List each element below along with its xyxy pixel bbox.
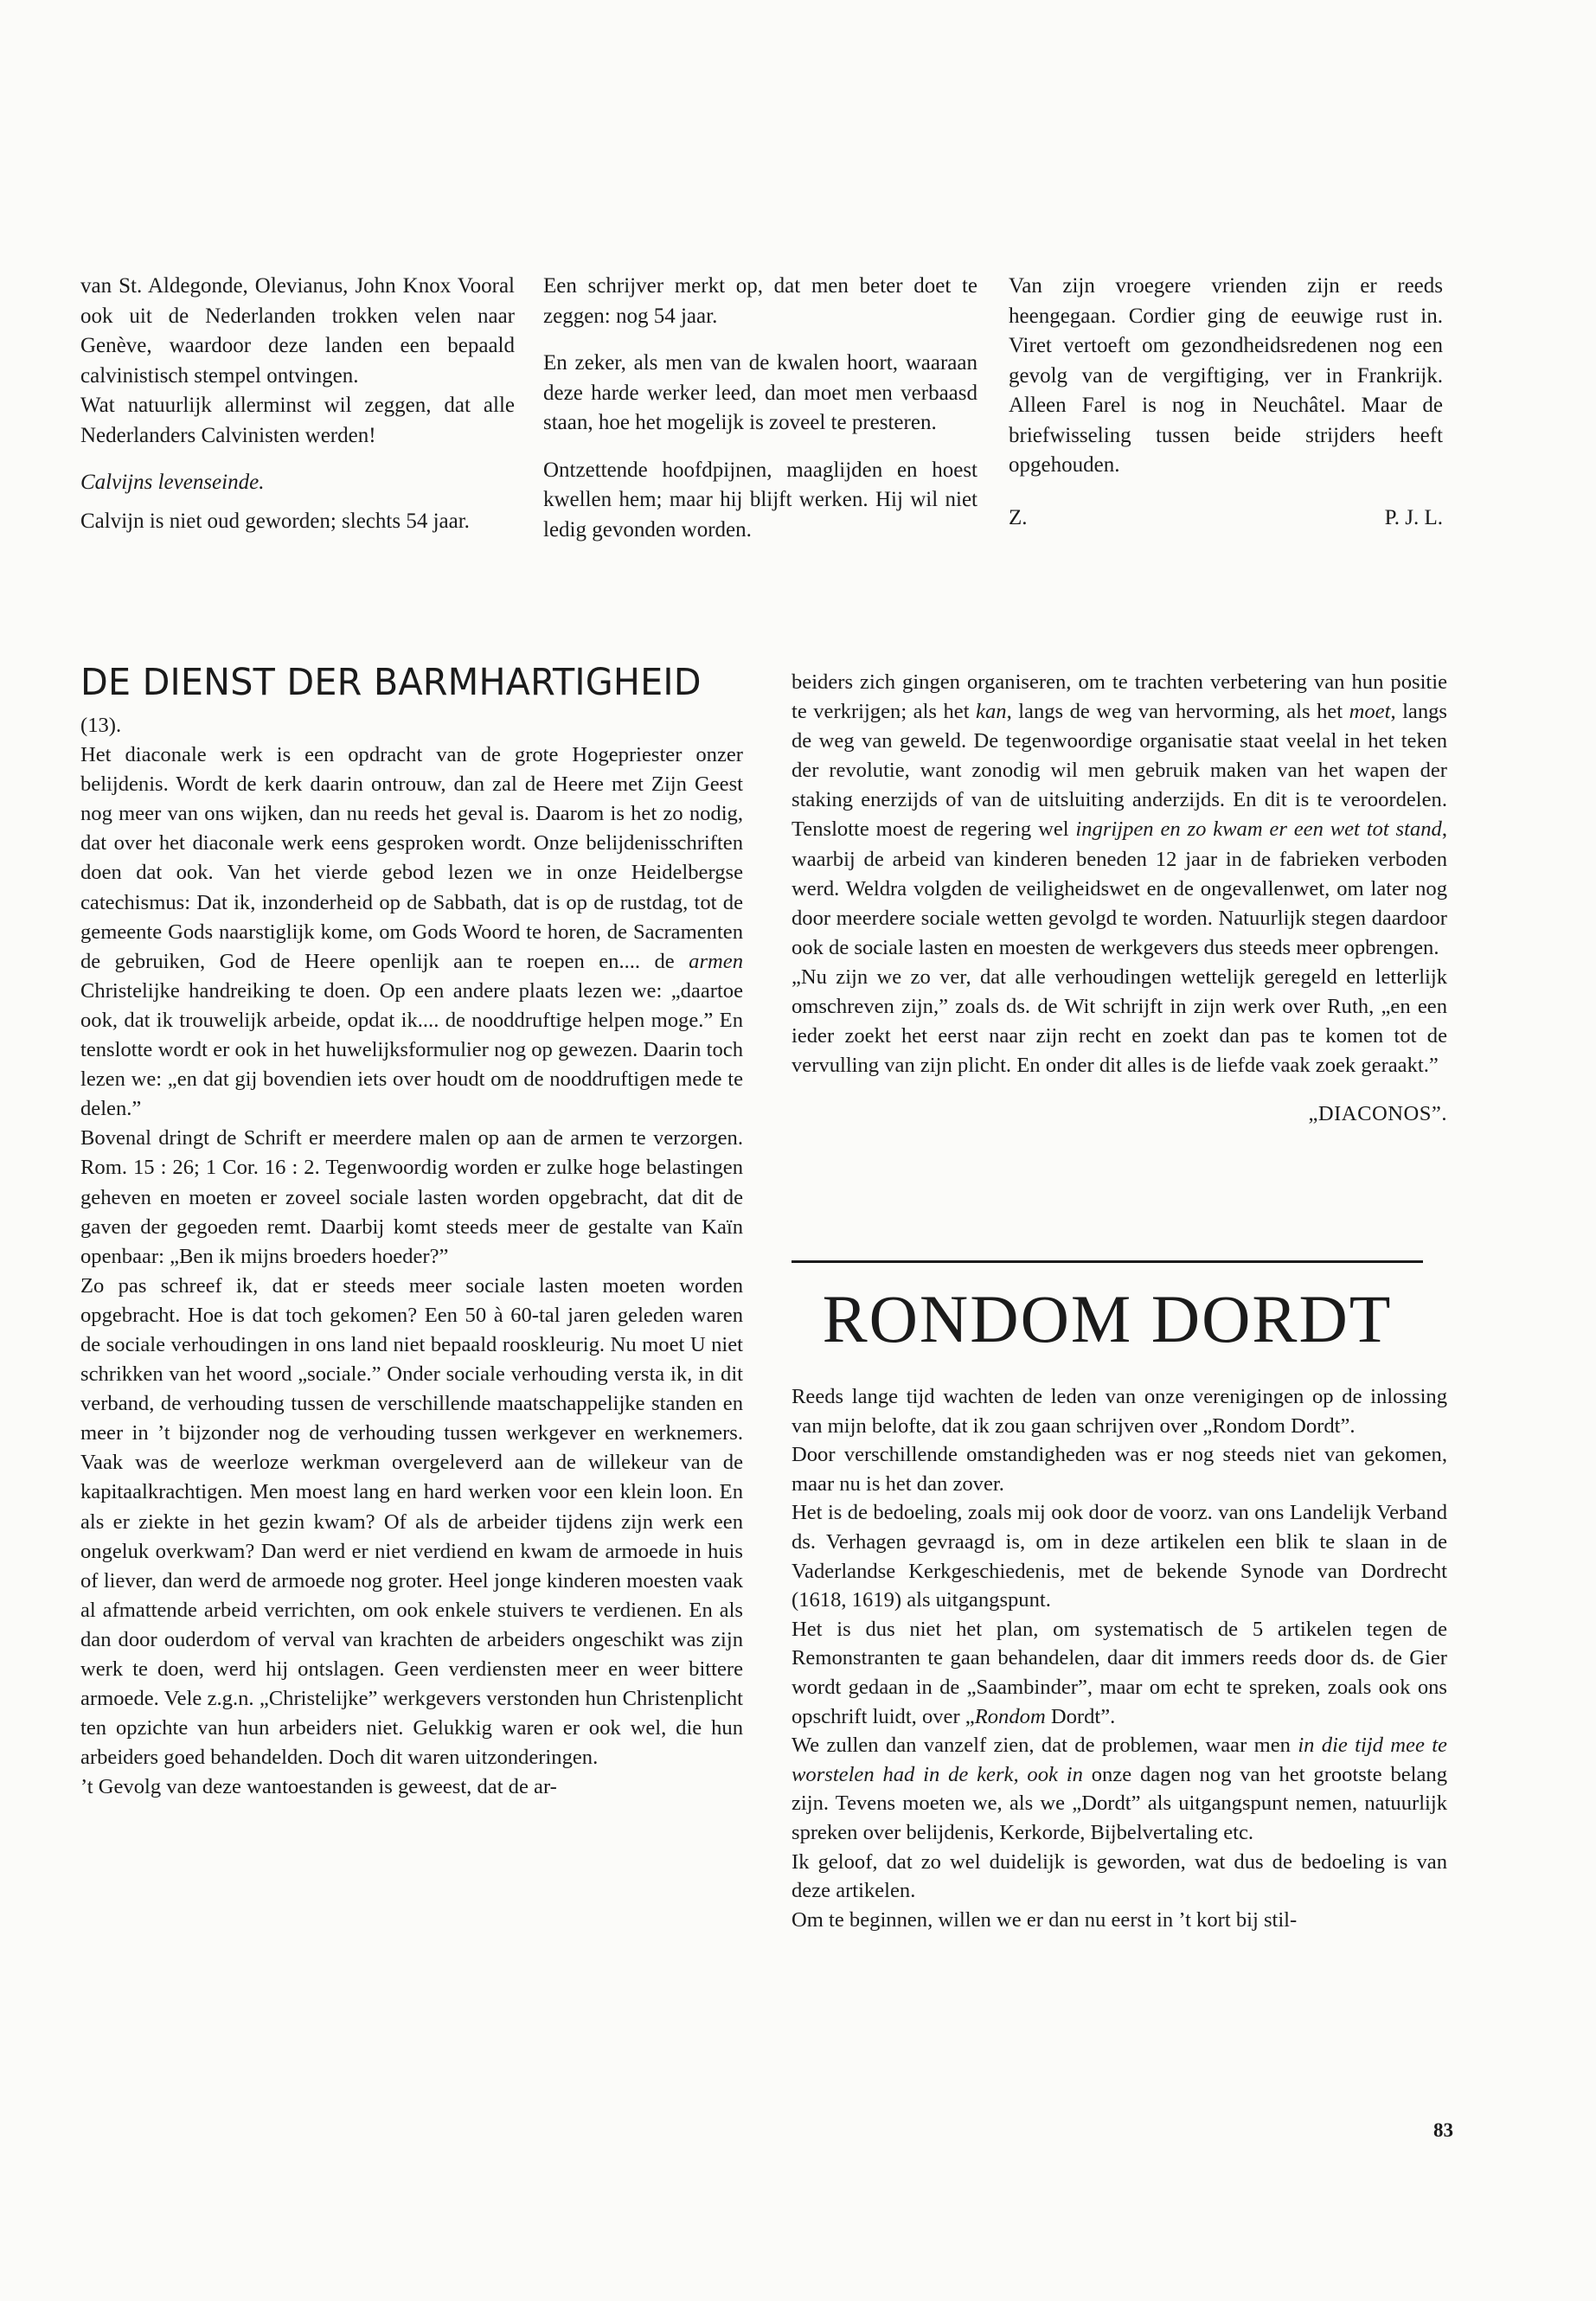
top-col2-para: Ontzettende hoofdpijnen, maaglijden en hoest kwellen hem; maar hij blijft werken. Hij wil niet ledig gevonden worden. xyxy=(543,458,977,542)
dienst-column-1 xyxy=(80,711,743,1802)
rondom-paragraph: Om te beginnen, willen we er dan nu eerst in ’t kort bij stil- xyxy=(792,1907,1298,1932)
dienst-paragraph: beiders zich gingen organiseren, om te trachten verbetering van hun positie te verkrijgen; als het kan, langs de weg van hervorming, als het moet, langs de weg van geweld. De tegenwoordige organisatie staat veelal in het teken der revolutie, want zonodig wil men gebruik maken van het wapen der staking enerzijds of van de uitsluiting anderzijds. En dit is te veroordelen. Tenslotte moest de regering wel ingrijpen en zo kwam er een wet tot stand, waarbij de arbeid van kinderen beneden 12 jaar in de fabrieken verboden werd. Weldra volgden de veiligheidswet en de ongevallenwet, om later nog door meerdere sociale wetten gevolgd te worden. Natuurlijk stegen daardoor ook de sociale lasten en moesten de werkgevers dus steeds meer opbrengen. xyxy=(792,670,1448,959)
rondom-paragraph: Reeds lange tijd wachten de leden van onze verenigingen op de inlossing van mijn belofte, dat ik zou gaan schrijven over „Rondom Dordt”. xyxy=(792,1385,1447,1438)
top-column-1 xyxy=(80,272,515,536)
rondom-paragraph: Door verschillende omstandigheden was er nog steeds niet van gekomen, maar nu is het dan zover. xyxy=(792,1443,1447,1496)
rondom-paragraph: We zullen dan vanzelf zien, dat de problemen, waar men in die tijd mee te worstelen had in de kerk, ook in onze dagen nog van het grootste belang zijn. Tevens moeten we, als we „Dordt” als uitgangspunt nemen, natuurlijk spreken over belijdenis, Kerkorde, Bijbelvertaling etc. xyxy=(792,1734,1447,1844)
dienst-paragraph: Zo pas schreef ik, dat er steeds meer sociale lasten moeten worden opgebracht. Hoe is dat toch gekomen? Een 50 à 60-tal jaren geleden waren de sociale verhoudingen in ons land niet bepaald rooskleurig. Nu moet U niet schrikken van het woord „sociale.” Onder sociale verhouding versta ik, in dit verband, de verhouding tussen de verschillende maatschappelijke standen en meer in ’t bijzonder nog de verhouding tussen werkgever en werknemers. Vaak was de weerloze werkman overgeleverd aan de willekeur van de kapitaalkrachtigen. Men moest lang en hard werken voor een klein loon. En als er ziekte in het gezin kwam? Of als de arbeider tijdens zijn werk een ongeluk overkwam? Dan werd er niet verdiend en kwam de armoede in huis of liever, dan werd de armoede nog groter. Heel jonge kinderen moesten vaak al afmattende arbeid verrichten, om ook enkele stuivers te verdienen. En als dan door ouderdom of verval van krachten de arbeiders ongeschikt was zijn werk te doen, werd hij ontslagen. Geen verdiensten meer en weer bittere armoede. Vele z.g.n. „Christelijke” werkgevers verstonden hun Christenplicht ten opzichte van hun arbeiders niet. Gelukkig waren er ook wel, die hun arbeiders goed behandelden. Doch dit waren uitzonderingen. xyxy=(80,1273,743,1770)
section-divider-rule xyxy=(792,1260,1423,1263)
dienst-paragraph: Bovenal dringt de Schrift er meerdere malen op aan de armen te verzorgen. Rom. 15 : 26; 1 Cor. 16 : 2. Tegenwoordig worden er zulke hoge belastingen geheven en moeten er zoveel sociale lasten worden opgebracht, dat dit de gaven der gegoeden remt. Daarbij komt steeds meer de gestalte van Kaïn openbaar: „Ben ik mijns broeders hoeder?” xyxy=(80,1126,743,1268)
top-col1-para: Wat natuurlijk allerminst wil zeggen, dat alle Nederlanders Calvinisten werden! xyxy=(80,394,515,447)
top-col2-para: En zeker, als men van de kwalen hoort, waaraan deze harde werker leed, dan moet men verbaasd staan, hoe het mogelijk is zoveel te presteren. xyxy=(543,351,977,434)
dienst-paragraph: Het diaconale werk is een opdracht van de grote Hogepriester onzer belijdenis. Wordt de kerk daarin ontrouw, dan zal de Heere met Zijn Geest nog meer van ons wijken, dan nu reeds het geval is. Daarom is het zo nodig, dat over het diaconale werk eens gesproken wordt. Onze belijdenisschriften doen dat ook. Van het vierde gebod lezen we in onze Heidelbergse catechismus: Dat ik, inzonderheid op de Sabbath, dat is op de rustdag, tot de gemeente Gods naarstiglijk kome, om Gods Woord te horen, de Sacramenten de gebruiken, God de Heere openlijk aan te roepen en.... de armen Christelijke handreiking te doen. Op een andere plaats lezen we: „daartoe ook, dat ik trouwelijk arbeide, opdat ik.... de nooddruftige helpen moge.” En tenslotte wordt er ook in het huwelijksformulier nog op gewezen. Daarin toch lezen we: „en dat gij bovendien iets over houdt om de nooddruftigen mede te delen.” xyxy=(80,743,743,1121)
article-title-dienst: DE DIENST DER BARMHARTIGHEID xyxy=(80,661,702,704)
top-column-2 xyxy=(543,272,977,545)
page-number: 83 xyxy=(1433,2119,1453,2141)
article-title-rondom-dordt: RONDOM DORDT xyxy=(822,1281,1393,1356)
subheading-calvijns-levenseinde: Calvijns levenseinde. xyxy=(80,471,265,494)
article-number: (13). xyxy=(80,714,122,737)
closing-initial-z: Z. xyxy=(1009,505,1028,529)
top-col3-para: Van zijn vroegere vrienden zijn er reeds heengegaan. Cordier ging de eeuwige rust in. Viret vertoeft om gezondheidsredenen nog een gevolg van de vergiftiging, ver in Frankrijk. Alleen Farel is nog in Neuchâtel. Maar de briefwisseling tussen beide strijders heeft opgehouden. xyxy=(1009,274,1443,477)
rondom-paragraph: Het is de bedoeling, zoals mij ook door de voorz. van ons Landelijk Verband ds. Verhagen gevraagd is, om in deze artikelen een blik te slaan in de Vaderlandse Kerkgeschiedenis, met de bekende Synode van Dordrecht (1618, 1619) als uitgangspunt. xyxy=(792,1501,1447,1612)
top-col1-para: Calvijn is niet oud geworden; slechts 54 jaar. xyxy=(80,509,470,533)
rondom-paragraph: Het is dus niet het plan, om systematisch de 5 artikelen tegen de Remonstranten te gaan behandelen, daar dit immers reeds door ds. de Gier wordt gedaan in de „Saambinder”, maar om echt te spreken, zoals ook ons opschrift luidt, over „Rondom Dordt”. xyxy=(792,1617,1447,1728)
top-col2-para: Een schrijver merkt op, dat men beter doet te zeggen: nog 54 jaar. xyxy=(543,274,977,328)
dienst-paragraph: „Nu zijn we zo ver, dat alle verhoudingen wettelijk geregeld en letterlijk omschreven zijn,” zoals ds. de Wit schrijft in zijn werk over Ruth, „en een ieder zoekt het eerst naar zijn recht en zoekt dan pas te komen tot de vervulling van zijn plicht. En onder dit alles is de liefde vaak zoek geraakt.” xyxy=(792,965,1447,1078)
top-column-3 xyxy=(1009,272,1443,533)
top-col1-para: van St. Aldegonde, Olevianus, John Knox Vooral ook uit de Nederlanden trokken velen naar Genève, waardoor deze landen een bepaald calvinistisch stempel ontvingen. xyxy=(80,274,515,388)
dienst-column-2 xyxy=(792,668,1447,1129)
signature-diaconos: „DIACONOS”. xyxy=(1308,1102,1447,1126)
closing-signature-pjl: P. J. L. xyxy=(1384,505,1443,529)
top-col3-closing xyxy=(1009,503,1443,534)
dienst-paragraph: ’t Gevolg van deze wantoestanden is geweest, dat de ar- xyxy=(80,1775,557,1799)
rondom-paragraph: Ik geloof, dat zo wel duidelijk is geworden, wat dus de bedoeling is van deze artikelen. xyxy=(792,1849,1447,1903)
rondom-column xyxy=(792,1382,1447,1934)
